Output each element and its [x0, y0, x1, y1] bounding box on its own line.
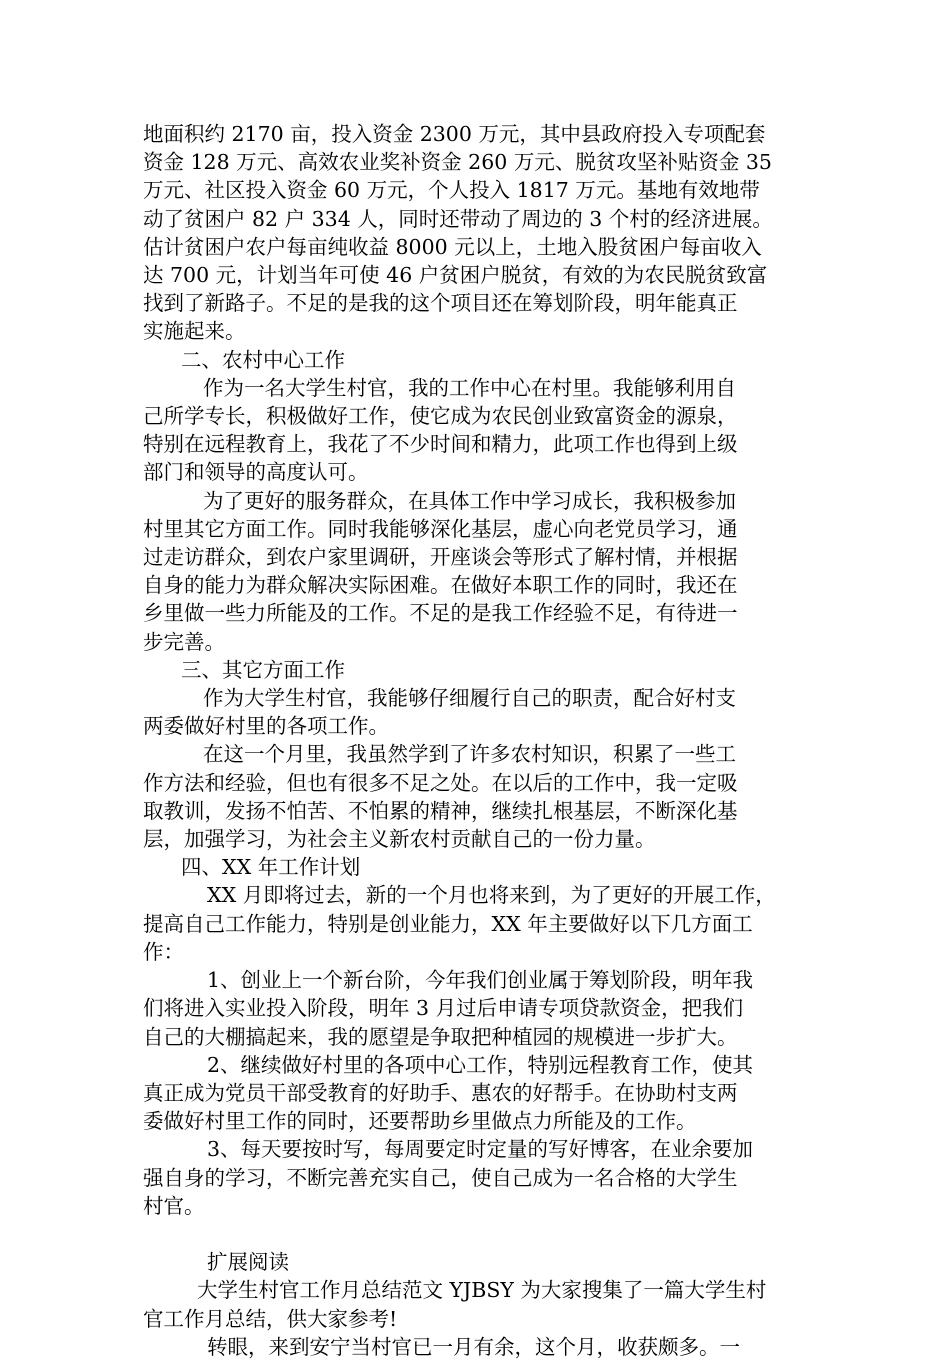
body-line: 村里其它方面工作。同时我能够深化基层，虚心向老党员学习，通 — [143, 516, 738, 541]
extended-reading-heading: 扩展阅读 — [207, 1250, 289, 1275]
body-line: 资金 128 万元、高效农业奖补资金 260 万元、脱贫攻坚补贴资金 35 — [143, 150, 772, 175]
list-item-1: 1、创业上一个新台阶，今年我们创业属于筹划阶段，明年我 — [207, 968, 754, 993]
body-line: 实施起来。 — [143, 319, 246, 344]
body-line: 大学生村官工作月总结范文 YJBSY 为大家搜集了一篇大学生村 — [197, 1278, 767, 1303]
body-line: 作： — [143, 939, 184, 964]
body-line: 两委做好村里的各项工作。 — [143, 714, 389, 739]
blank-line — [143, 1220, 808, 1248]
body-line: 步完善。 — [143, 629, 225, 654]
section-heading-2: 二、农村中心工作 — [181, 347, 345, 372]
body-line: 在这一个月里，我虽然学到了许多农村知识，积累了一些工 — [203, 742, 736, 767]
body-line: 转眼，来到安宁当村官已一月有余，这个月，收获颇多。一 — [207, 1334, 740, 1359]
body-line: XX 月即将过去，新的一个月也将来到，为了更好的开展工作， — [207, 883, 776, 908]
body-line: 取教训，发扬不怕苦、不怕累的精神，继续扎根基层，不断深化基 — [143, 798, 738, 823]
list-item-3: 3、每天要按时写，每周要定时定量的写好博客，在业余要加 — [207, 1137, 754, 1162]
body-line: 作为大学生村官，我能够仔细履行自己的职责，配合好村支 — [203, 686, 736, 711]
body-line: 地面积约 2170 亩，投入资金 2300 万元，其中县政府投入专项配套 — [143, 122, 766, 146]
document-body — [143, 120, 808, 1361]
body-line: 们将进入实业投入阶段，明年 3 月过后申请专项贷款资金，把我们 — [143, 996, 744, 1021]
body-line: 提高自己工作能力，特别是创业能力，XX 年主要做好以下几方面工 — [143, 911, 753, 936]
body-line: 真正成为党员干部受教育的好助手、惠农的好帮手。在协助村支两 — [143, 1080, 738, 1105]
body-line: 村官。 — [143, 1193, 205, 1218]
body-line: 自己的大棚搞起来，我的愿望是争取把种植园的规模进一步扩大。 — [143, 1024, 738, 1049]
body-line: 过走访群众，到农户家里调研，开座谈会等形式了解村情，并根据 — [143, 545, 738, 570]
body-line: 乡里做一些力所能及的工作。不足的是我工作经验不足，有待进一 — [143, 601, 738, 626]
body-line: 达 700 元，计划当年可使 46 户贫困户脱贫，有效的为农民脱贫致富 — [143, 263, 768, 288]
body-line: 为了更好的服务群众，在具体工作中学习成长，我积极参加 — [203, 488, 736, 513]
section-heading-3: 三、其它方面工作 — [181, 657, 345, 682]
body-line: 强自身的学习，不断完善充实自己，使自己成为一名合格的大学生 — [143, 1165, 738, 1190]
body-line: 作方法和经验，但也有很多不足之处。在以后的工作中，我一定吸 — [143, 770, 738, 795]
body-line: 万元、社区投入资金 60 万元，个人投入 1817 万元。基地有效地带 — [143, 178, 760, 203]
section-heading-4: 四、XX 年工作计划 — [181, 855, 361, 880]
body-line: 动了贫困户 82 户 334 人，同时还带动了周边的 3 个村的经济进展。 — [143, 206, 773, 231]
body-line: 层，加强学习，为社会主义新农村贡献自己的一份力量。 — [143, 827, 656, 852]
body-line: 估计贫困户农户每亩纯收益 8000 元以上，土地入股贫困户每亩收入 — [143, 234, 762, 259]
body-line: 己所学专长，积极做好工作，使它成为农民创业致富资金的源泉， — [143, 404, 738, 429]
body-line: 官工作月总结，供大家参考! — [143, 1306, 398, 1331]
body-line: 找到了新路子。不足的是我的这个项目还在筹划阶段，明年能真正 — [143, 291, 738, 316]
body-line: 作为一名大学生村官，我的工作中心在村里。我能够利用自 — [203, 375, 736, 400]
body-line: 部门和领导的高度认可。 — [143, 460, 369, 485]
body-line: 特别在远程教育上，我花了不少时间和精力，此项工作也得到上级 — [143, 432, 738, 457]
body-line: 自身的能力为群众解决实际困难。在做好本职工作的同时，我还在 — [143, 573, 738, 598]
list-item-2: 2、继续做好村里的各项中心工作，特别远程教育工作，使其 — [207, 1052, 754, 1077]
body-line: 委做好村里工作的同时，还要帮助乡里做点力所能及的工作。 — [143, 1109, 697, 1134]
